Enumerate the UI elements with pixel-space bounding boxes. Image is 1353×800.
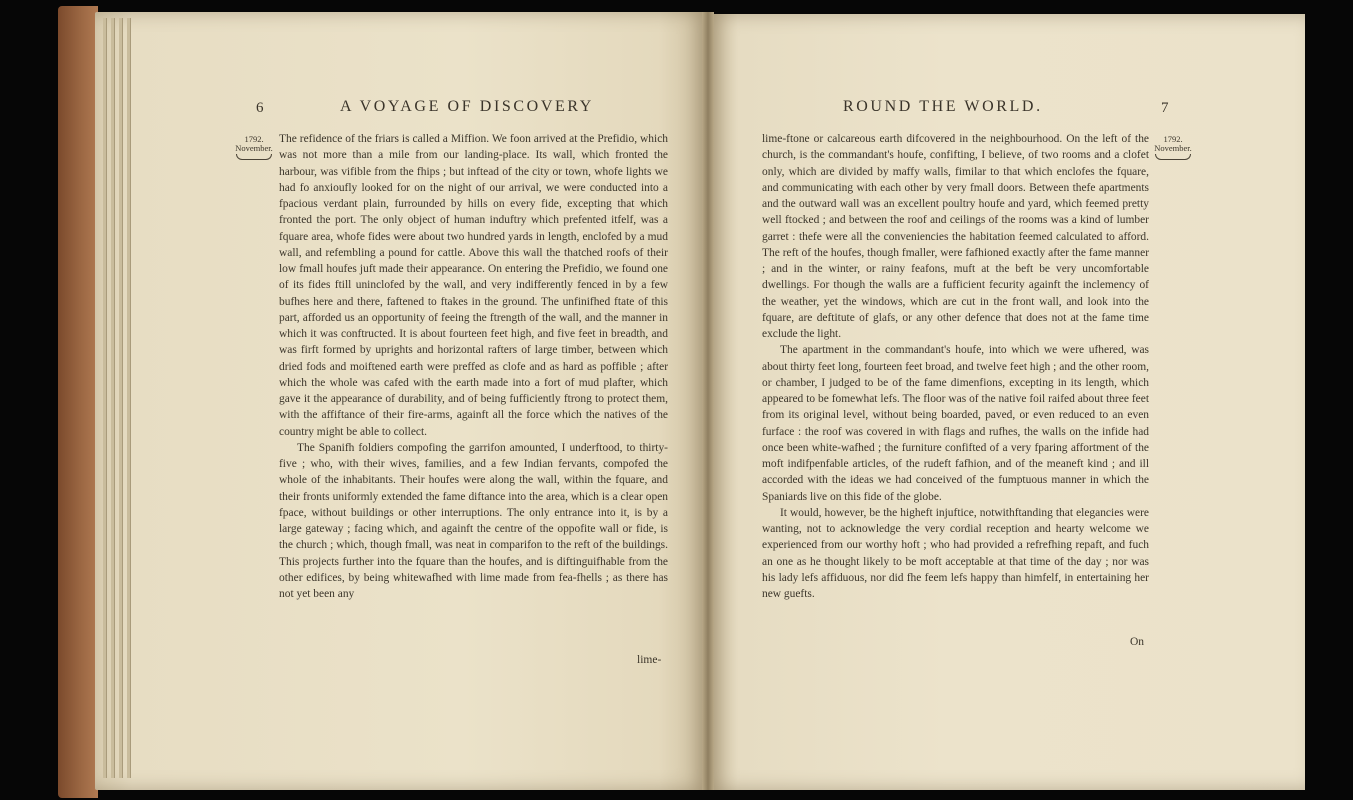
right-body-text [762,131,1149,602]
margin-brace [1155,154,1191,160]
page-stack-edge [103,18,107,778]
paragraph: The Spanifh foldiers compofing the garrifon amounted, I underftood, to thirty-five ; who, with their wives, families, and a few Indian fervants, compofed the whole of the inhabitants. Their houfes were along the wall, within the fquare, and their fronts uniformly extended the fame diftance into the area, which is a clear open fpace, without buildings or other interruptions. The only entrance into it, is by a large gateway ; facing which, and againft the centre of the oppofite wall or fide, is the church ; which, though fmall, was neat in comparifon to the reft of the buildings. This projects further into the fquare than the houfes, and is diftinguifhable from the other edifices, by being whitewafhed with lime made from fea-fhells ; as there has not yet been any [279,441,668,600]
left-running-head: A VOYAGE OF DISCOVERY [340,98,594,115]
margin-month: November. [235,143,273,153]
page-stack-edge [111,18,115,778]
margin-month: November. [1154,143,1192,153]
margin-year: 1792. [1163,134,1183,144]
paragraph: The apartment in the commandant's houfe, into which we were ufhered, was about thirty feet long, fourteen feet broad, and twelve feet high ; and the other room, or chamber, I judged to be of the fame dimenfions, excepting in its length, which appeared to be fomewhat lefs. The floor was of the native foil raifed about three feet from its original level, without being boarded, paved, or even reduced to an even furface : the roof was covered in with flags and rufhes, the walls on the infide had once been white-wafhed ; the furniture confifted of a very fparing affortment of the moft indifpenfable articles, of the rudeft fafhion, and of the meaneft kind ; and ill accorded with the ideas we had conceived of the fumptuous manner in which the Spaniards live on this fide of the globe. [762,344,1149,503]
paragraph: The refidence of the friars is called a Miffion. We foon arrived at the Prefidio, which was not more than a mile from our landing-place. Its wall, which fronted the harbour, was vifible from the fhips ; but inftead of the city or town, whofe lights we had fo anxioufly looked for on the night of our arrival, we were conducted into a fpacious verdant plain, furrounded by hills on every fide, excepting that which fronted the port. The only object of human induftry which prefented itfelf, was a fquare area, whofe fides were about two hundred yards in length, enclofed by a mud wall, and refembling a pound for cattle. Above this wall the thatched roofs of their low fmall houfes juft made their appearance. On entering the Prefidio, we found one of its fides ftill uninclofed by the wall, and very indifferently fenced in by a few bufhes here and there, faftened to ftakes in the ground. The unfinifhed ftate of this part, afforded us an opportunity of feeing the ftrength of the wall, and the manner in which it was conftructed. It is about fourteen feet high, and five feet in breadth, and was firft formed by uprights and horizontal rafters of large timber, between which dried fods and moiftened earth were preffed as clofe and as hard as poffible ; after which the whole was cafed with the earth made into a fort of mud plafter, which gave it the appearance of durability, and of being fufficiently ftrong to protect them, with the affiftance of their fire-arms, againft all the force which the natives of the country might be able to collect. [279,133,668,438]
margin-brace [236,154,272,160]
right-margin-note [1152,135,1194,160]
paragraph: It would, however, be the higheft injuftice, notwithftanding that elegancies were wanting, not to acknowledge the very cordial reception and hearty welcome we experienced from our worthy hoft ; who had provided a refrefhing repaft, and fuch an one as he thought likely to be moft acceptable at that time of the day ; nor was his lady lefs affiduous, nor did fhe feem lefs happy than himfelf, in entertaining her new guefts. [762,506,1149,600]
book-gutter [702,12,714,790]
right-folio: 7 [1161,100,1169,116]
book-cover-edge [58,6,98,798]
left-catchword: lime- [637,654,662,666]
page-stack-edge [127,18,131,778]
left-body-text [279,131,668,602]
right-running-head: ROUND THE WORLD. [843,98,1043,115]
page-stack-edge [119,18,123,778]
paragraph: lime-ftone or calcareous earth difcovered in the neighbourhood. On the left of the church, is the commandant's houfe, confifting, I believe, of two rooms and a clofet only, which are divided by maffy walls, fimilar to that which enclofes the fquare, and communicating with each other by very fmall doors. Between thefe apartments and the outward wall was an excellent poultry houfe and yard, which feemed pretty well ftocked ; and between the roof and ceilings of the rooms was a kind of lumber garret : thefe were all the conveniencies the habitation feemed calculated to afford. The reft of the houfes, though fmaller, were fafhioned exactly after the fame manner ; and in the winter, or rainy feafons, muft at the beft be very uncomfortable dwellings. For though the walls are a fufficient fecurity againft the inclemency of the weather, yet the windows, which are cut in the front wall, and look into the fquare, are deftitute of glafs, or any other defence that does not at the fame time exclude the light. [762,133,1149,340]
left-margin-note [233,135,275,160]
right-catchword: On [1130,636,1145,648]
left-folio: 6 [256,100,264,116]
margin-year: 1792. [244,134,264,144]
